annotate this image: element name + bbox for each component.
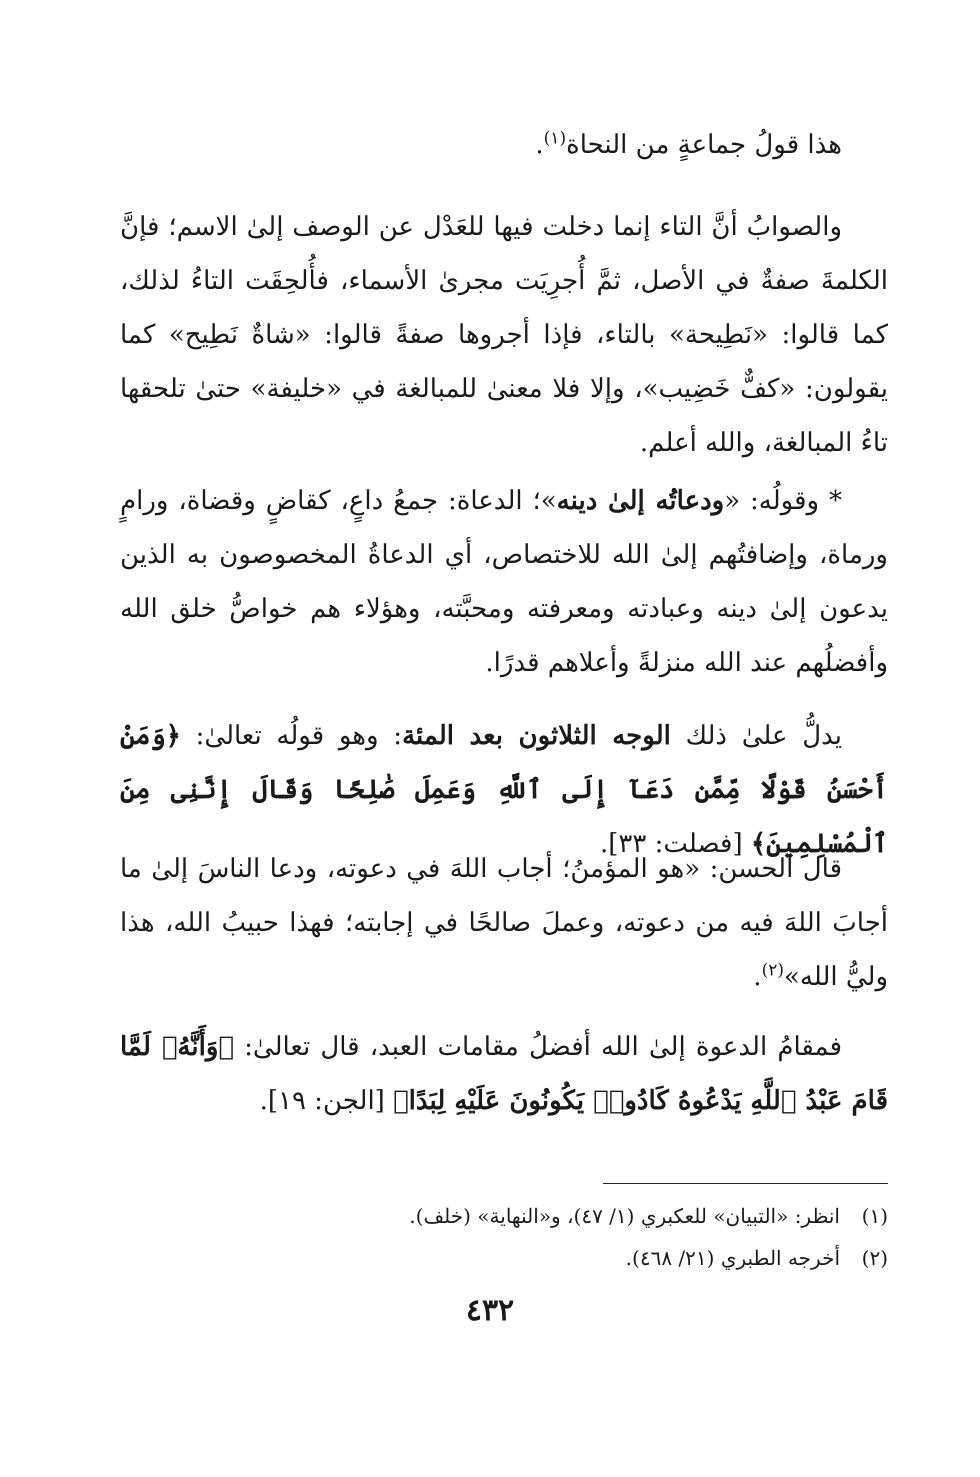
footnote-text: أخرجه الطبري (٢١/ ٤٦٨). <box>625 1246 840 1270</box>
quran-verse: ﴿وَأَنَّهُۥ لَمَّا قَامَ عَبْدُ ٱللَّهِ يَدْعُوهُ كَادُوا۟ يَكُونُونَ عَلَيْهِ لِبَدًا﴾ <box>120 1032 888 1116</box>
quran-verse: ﴿وَمَنْ أَحْسَنُ قَوْلًا مِّمَّن دَعَآ إِلَى ٱللَّهِ وَعَمِلَ صَٰلِحًا وَقَالَ إِنَّنِى مِنَ ٱلْمُسْلِمِينَ﴾ <box>120 721 888 859</box>
paragraph-3-prefix: * وقولُه: « <box>724 486 842 516</box>
paragraph-5 <box>120 842 888 1004</box>
paragraph-2-text: والصوابُ أنَّ التاء إنما دخلت فيها للعَدْل عن الوصف إلىٰ الاسم؛ فإنَّ الكلمةَ صفةٌ في الأصل، ثمَّ أُجرِيَت مجرىٰ الأسماء، فأُلحِقَت التاءُ لذلك، كما قالوا: «نَطِيحة» بالتاء، فإذا أجروها صفةً قالوا: «شاةٌ نَطِيح» كما يقولون: «كفٌّ خَضِيب»، وإلا فلا معنىٰ للمبالغة في «خليفة» حتىٰ تلحقها تاءُ المبالغة، والله أعلم. <box>120 212 888 458</box>
page-number: ٤٣٢ <box>465 1293 515 1328</box>
footnote-number: (١) <box>861 1204 888 1228</box>
paragraph-1-text: هذا قولُ جماعةٍ من النحاة <box>566 130 842 160</box>
paragraph-5-text: قال الحسن: «هو المؤمنُ؛ أجاب اللهَ في دعوته، ودعا الناسَ إلىٰ ما أجابَ اللهَ فيه من دعوته، وعملَ صالحًا في إجابته؛ فهذا حبيبُ الله، هذا وليُّ الله» <box>120 854 888 992</box>
paragraph-6-prefix: فمقامُ الدعوة إلىٰ الله أفضلُ مقامات العبد، قال تعالىٰ: <box>233 1032 842 1062</box>
paragraph-5-tail: . <box>753 962 762 992</box>
footnote-ref-2: (٢) <box>761 960 784 981</box>
paragraph-3-text: »؛ الدعاة: جمعُ داعٍ، كقاضٍ وقضاة، ورامٍ ورماة، وإضافتُهم إلىٰ الله للاختصاص، أي الدعاةُ المخصوصون به الذين يدعون إلىٰ دينه وعبادته ومعرفته ومحبَّته، وهؤلاء هم خواصُّ خلق الله وأفضلُهم عند الله منزلةً وأعلاهم قدرًا. <box>120 486 888 678</box>
footnote-number: (٢) <box>861 1246 888 1270</box>
paragraph-2 <box>120 200 888 470</box>
section-heading-inline: الوجه الثلاثون بعد المئة <box>402 721 671 751</box>
paragraph-3 <box>120 474 888 690</box>
footnote-divider <box>603 1183 888 1184</box>
paragraph-1-tail: . <box>535 130 544 160</box>
paragraph-4-mid: : وهو قولُه تعالىٰ: <box>180 721 403 751</box>
paragraph-1 <box>120 118 888 172</box>
footnote-item <box>120 1195 888 1237</box>
footnote-ref-1: (١) <box>543 128 567 149</box>
quoted-phrase: ودعاتُه إلىٰ دينه <box>556 486 725 516</box>
paragraph-4-prefix: يدلُّ علىٰ ذلك <box>670 721 842 751</box>
verse-reference: [الجن: ١٩]. <box>259 1086 394 1116</box>
footnotes <box>120 1195 888 1279</box>
paragraph-6 <box>120 1020 888 1128</box>
footnote-text: انظر: «التبيان» للعكبري (١/ ٤٧)، و«النهاية» (خلف). <box>409 1204 840 1228</box>
footnote-item <box>120 1237 888 1279</box>
verse-reference: [فصلت: ٣٣]. <box>599 829 751 859</box>
